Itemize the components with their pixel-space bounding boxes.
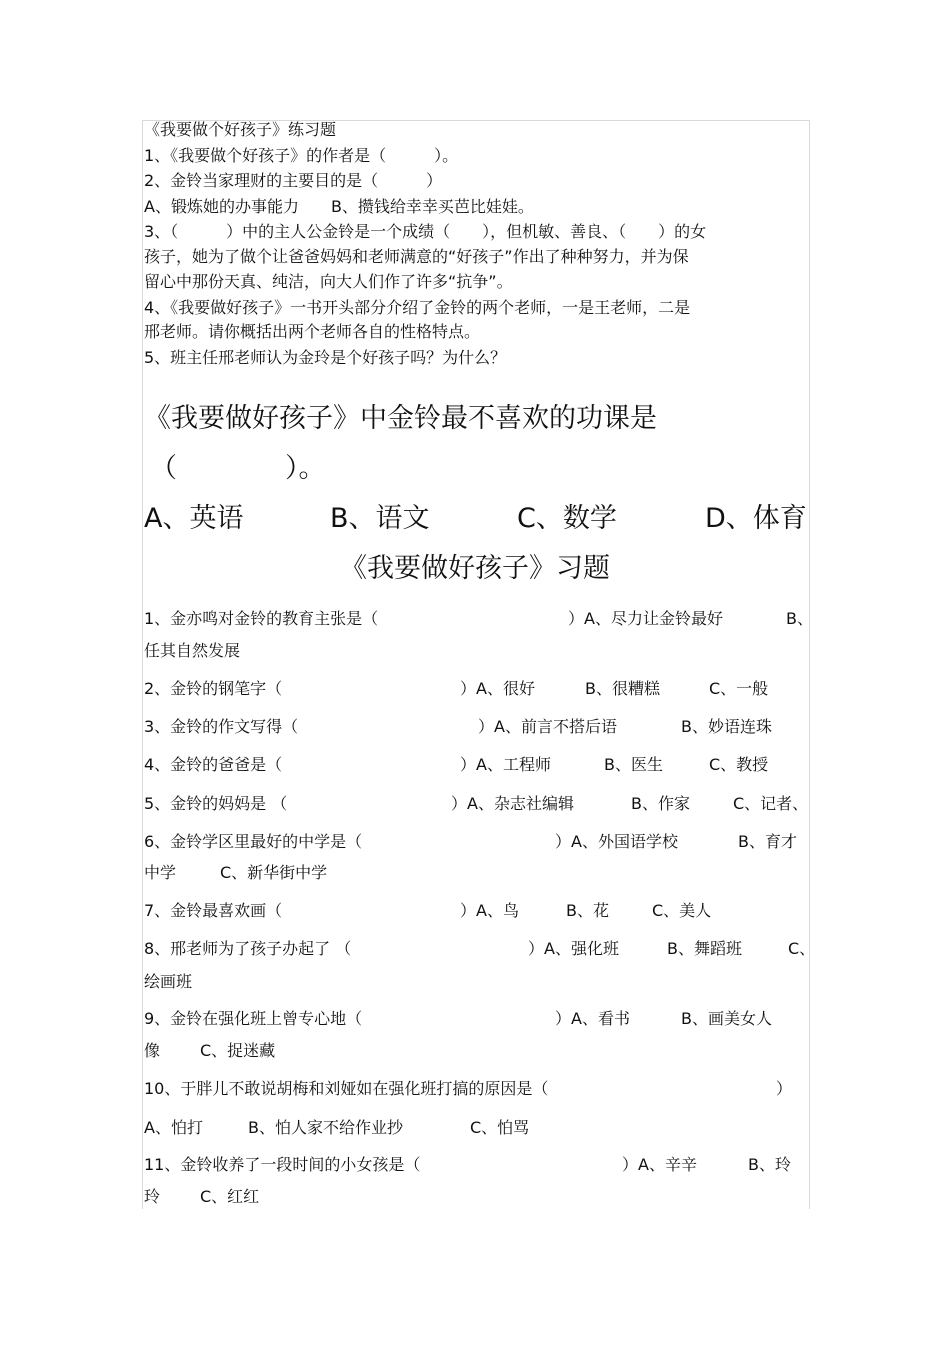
question-1: 1、《我要做个好孩子》的作者是（ ）。 — [144, 146, 459, 165]
item-2-option-a: ）A、很好 — [460, 679, 535, 698]
item-3-option-a: ）A、前言不搭后语 — [478, 717, 617, 736]
item-8-continuation: 绘画班 — [144, 972, 193, 991]
item-9-continuation: 像 — [144, 1041, 161, 1060]
item-5-question: 5、金铃的妈妈是 （ — [144, 794, 288, 813]
question-5: 5、班主任邢老师认为金玲是个好孩子吗？为什么？ — [144, 348, 507, 367]
item-10-question: 10、于胖儿不敢说胡梅和刘娅如在强化班打搞的原因是（ — [144, 1079, 549, 1098]
item-7-question: 7、金铃最喜欢画（ — [144, 901, 283, 920]
item-10-option-c: C、怕骂 — [470, 1118, 530, 1137]
item-3-option-b: B、妙语连珠 — [681, 717, 772, 736]
item-7-option-c: C、美人 — [652, 901, 712, 920]
item-11-option-b: B、玲 — [748, 1155, 791, 1174]
item-9-option-c: C、捉迷藏 — [200, 1041, 276, 1060]
item-5-option-c: C、记者、 — [733, 794, 809, 813]
item-4-question: 4、金铃的爸爸是（ — [144, 755, 283, 774]
big-question-line1: 《我要做好孩子》中金铃最不喜欢的功课是 — [144, 403, 657, 434]
item-11-continuation: 玲 — [144, 1187, 161, 1206]
item-10-option-a: A、怕打 — [144, 1118, 203, 1137]
question-4-line1: 4、《我要做好孩子》一书开头部分介绍了金铃的两个老师，一是王老师，二是 — [144, 298, 691, 317]
item-6-option-b: B、育才 — [738, 832, 797, 851]
item-1-question: 1、金亦鸣对金铃的教育主张是（ — [144, 609, 379, 628]
question-4-line2: 邢老师。请你概括出两个老师各自的性格特点。 — [144, 322, 481, 341]
item-11-question: 11、金铃收养了一段时间的小女孩是（ — [144, 1155, 421, 1174]
question-2: 2、金铃当家理财的主要目的是（ ） — [144, 171, 443, 190]
question-3-line2: 孩子，她为了做个让爸爸妈妈和老师满意的“好孩子”作出了种种努力，并为保 — [144, 247, 689, 266]
item-3-question: 3、金铃的作文写得（ — [144, 717, 299, 736]
item-11-option-c: C、红红 — [200, 1187, 260, 1206]
item-6-question: 6、金铃学区里最好的中学是（ — [144, 832, 363, 851]
item-10-option-b: B、怕人家不给作业抄 — [248, 1118, 403, 1137]
item-6-continuation: 中学 — [144, 863, 177, 882]
section2-title: 《我要做好孩子》习题 — [340, 553, 610, 584]
item-7-option-a: ）A、鸟 — [460, 901, 519, 920]
choice-b: B、语文 — [330, 503, 430, 534]
item-10-paren-close: ） — [776, 1079, 793, 1098]
item-7-option-b: B、花 — [566, 901, 609, 920]
item-6-option-a: ）A、外国语学校 — [555, 832, 678, 851]
item-11-option-a: ）A、辛辛 — [622, 1155, 697, 1174]
item-5-option-a: ）A、杂志社编辑 — [451, 794, 574, 813]
item-2-option-b: B、很糟糕 — [585, 679, 660, 698]
item-1-continuation: 任其自然发展 — [144, 641, 241, 660]
item-4-option-a: ）A、工程师 — [460, 755, 551, 774]
choice-c: C、数学 — [517, 503, 617, 534]
item-6-option-c: C、新华街中学 — [220, 863, 328, 882]
item-8-option-b: B、舞蹈班 — [667, 939, 742, 958]
choice-a: A、英语 — [144, 503, 244, 534]
choice-d: D、体育 — [705, 503, 807, 534]
question-3-line3: 留心中那份天真、纯洁，向大人们作了许多“抗争”。 — [144, 272, 513, 291]
item-1-option-a: ）A、尽力让金铃最好 — [568, 609, 723, 628]
item-9-option-a: ）A、看书 — [555, 1009, 630, 1028]
question-3-line1: 3、（ ）中的主人公金铃是一个成绩（ ），但机敏、善良、（ ）的女 — [144, 222, 707, 241]
item-9-option-b: B、画美女人 — [681, 1009, 772, 1028]
section1-title: 《我要做个好孩子》练习题 — [144, 120, 337, 139]
item-8-option-a: ）A、强化班 — [528, 939, 619, 958]
big-question-line2: （ ）。 — [150, 453, 326, 484]
question-2-options: A、锻炼她的办事能力 B、攒钱给幸幸买芭比娃娃。 — [144, 197, 534, 216]
item-4-option-c: C、教授 — [709, 755, 769, 774]
item-2-question: 2、金铃的钢笔字（ — [144, 679, 283, 698]
item-1-option-b: B、 — [786, 609, 813, 628]
item-8-question: 8、邢老师为了孩子办起了 （ — [144, 939, 352, 958]
item-9-question: 9、金铃在强化班上曾专心地（ — [144, 1009, 363, 1028]
item-5-option-b: B、作家 — [631, 794, 690, 813]
item-4-option-b: B、医生 — [604, 755, 663, 774]
item-8-option-c: C、 — [788, 939, 816, 958]
item-2-option-c: C、一般 — [709, 679, 769, 698]
